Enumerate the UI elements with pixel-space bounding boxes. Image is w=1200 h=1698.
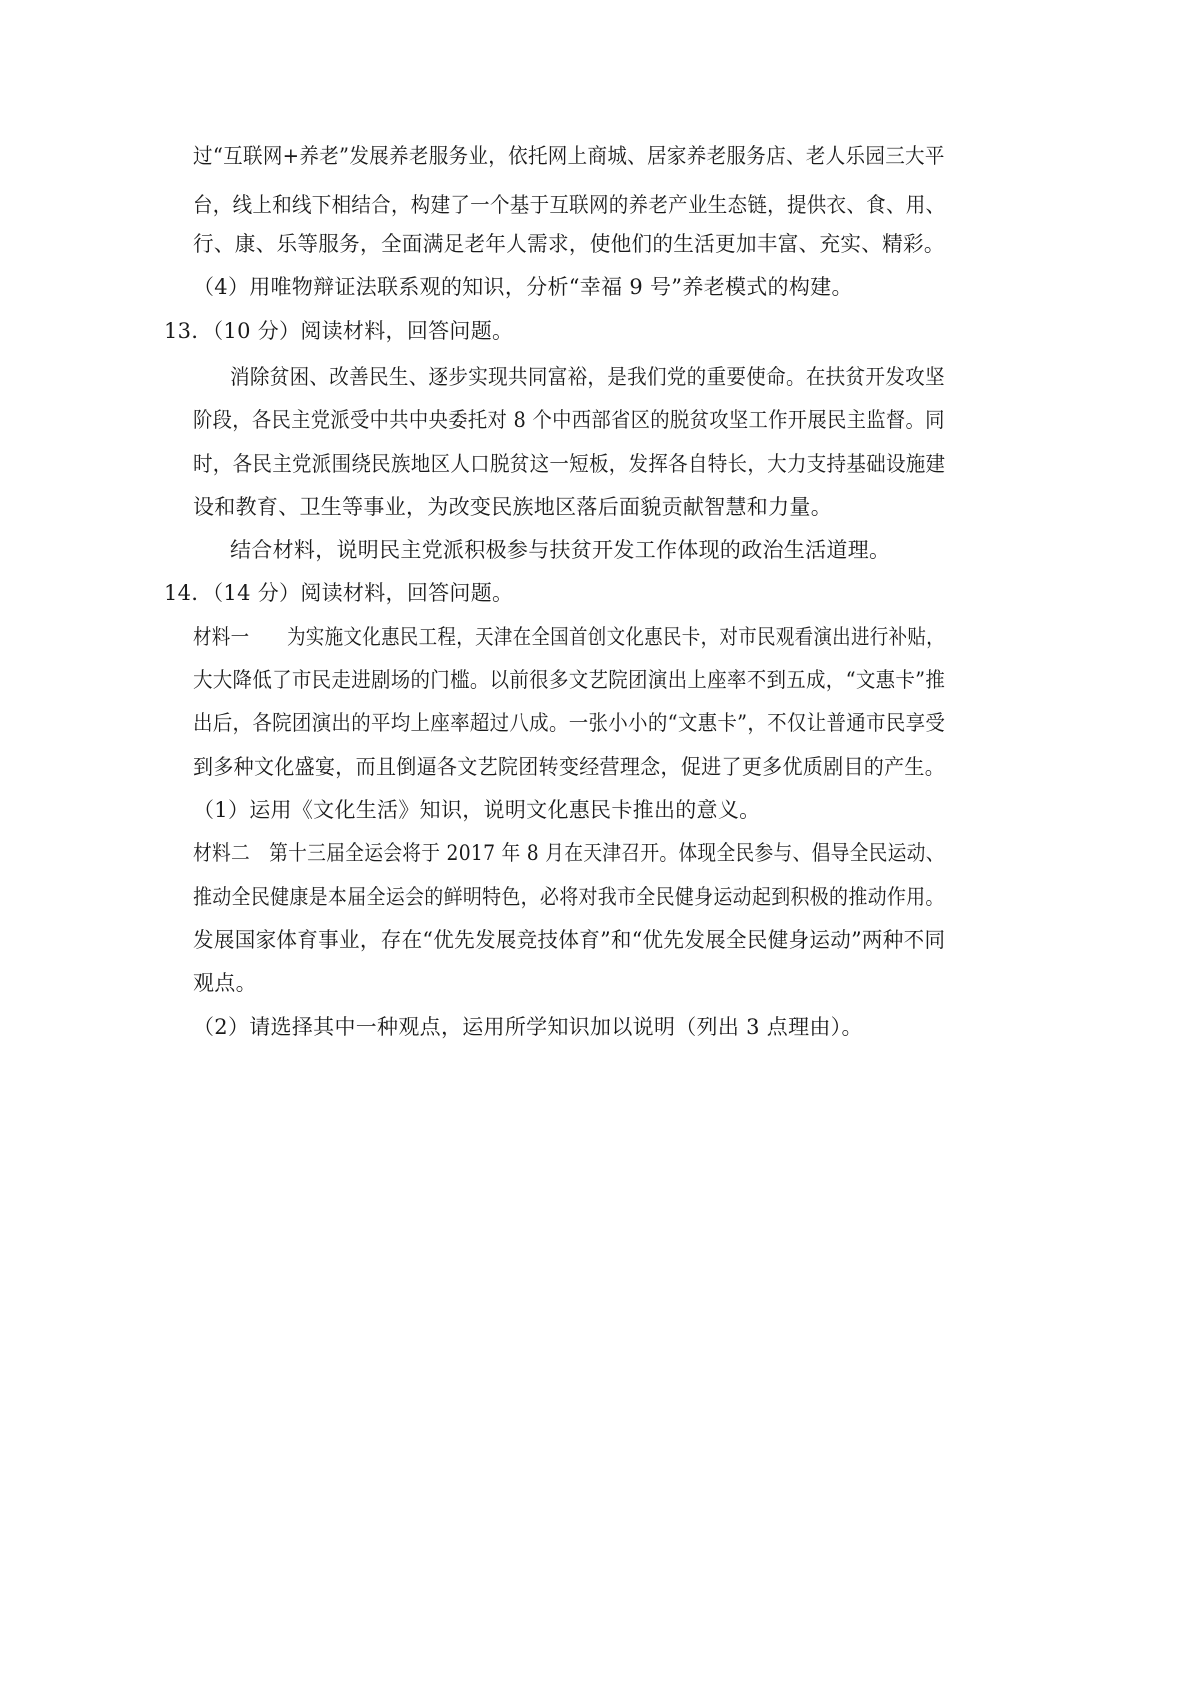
q13-paragraph-line-1: 消除贫困、改善民生、逐步实现共同富裕，是我们党的重要使命。在扶贫开发攻坚 xyxy=(230,365,945,389)
q14-sub-question-2: （2）请选择其中一种观点，运用所学知识加以说明（列出 3 点理由）。 xyxy=(193,1015,863,1039)
q14-material1-line-3: 出后，各院团演出的平均上座率超过八成。一张小小的“文惠卡”，不仅让普通市民享受 xyxy=(193,711,946,735)
q13-paragraph-line-3: 时，各民主党派围绕民族地区人口脱贫这一短板，发挥各自特长，大力支持基础设施建 xyxy=(193,452,946,476)
q13-question: 结合材料，说明民主党派积极参与扶贫开发工作体现的政治生活道理。 xyxy=(230,538,891,562)
q12-line-3: 行、康、乐等服务，全面满足老年人需求，使他们的生活更加丰富、充实、精彩。 xyxy=(193,232,945,256)
q13-paragraph-line-4: 设和教育、卫生等事业，为改变民族地区落后面貌贡献智慧和力量。 xyxy=(193,495,832,519)
q14-material2-line-1: 材料二 第十三届全运会将于 2017 年 8 月在天津召开。体现全民参与、倡导全民运动、 xyxy=(193,841,945,865)
q14-material1-line-4: 到多种文化盛宴，而且倒逼各文艺院团转变经营理念，促进了更多优质剧目的产生。 xyxy=(193,755,946,779)
q13-paragraph-line-2: 阶段，各民主党派受中共中央委托对 8 个中西部省区的脱贫攻坚工作开展民主监督。同 xyxy=(193,408,945,432)
q14-header: 14．（14 分）阅读材料，回答问题。 xyxy=(164,581,514,605)
q14-material2-line-2: 推动全民健康是本届全运会的鲜明特色，必将对我市全民健身运动起到积极的推动作用。 xyxy=(193,885,945,909)
q14-material2-line-4: 观点。 xyxy=(193,971,257,995)
q14-material1-line-1: 材料一 为实施文化惠民工程，天津在全国首创文化惠民卡，对市民观看演出进行补贴， xyxy=(193,625,945,649)
q12-line-2: 台，线上和线下相结合，构建了一个基于互联网的养老产业生态链，提供衣、食、用、 xyxy=(193,193,946,217)
q12-sub-question-4: （4）用唯物辩证法联系观的知识，分析“幸福 9 号”养老模式的构建。 xyxy=(193,275,853,299)
q14-material2-line-3: 发展国家体育事业，存在“优先发展竞技体育”和“优先发展全民健身运动”两种不同 xyxy=(193,928,946,952)
q14-sub-question-1: （1）运用《文化生活》知识，说明文化惠民卡推出的意义。 xyxy=(193,798,761,822)
q13-header: 13．（10 分）阅读材料，回答问题。 xyxy=(164,319,514,343)
q12-line-1: 过“互联网+养老”发展养老服务业，依托网上商城、居家养老服务店、老人乐园三大平 xyxy=(193,144,945,168)
q14-material1-line-2: 大大降低了市民走进剧场的门槛。以前很多文艺院团演出上座率不到五成，“文惠卡”推 xyxy=(193,668,946,692)
